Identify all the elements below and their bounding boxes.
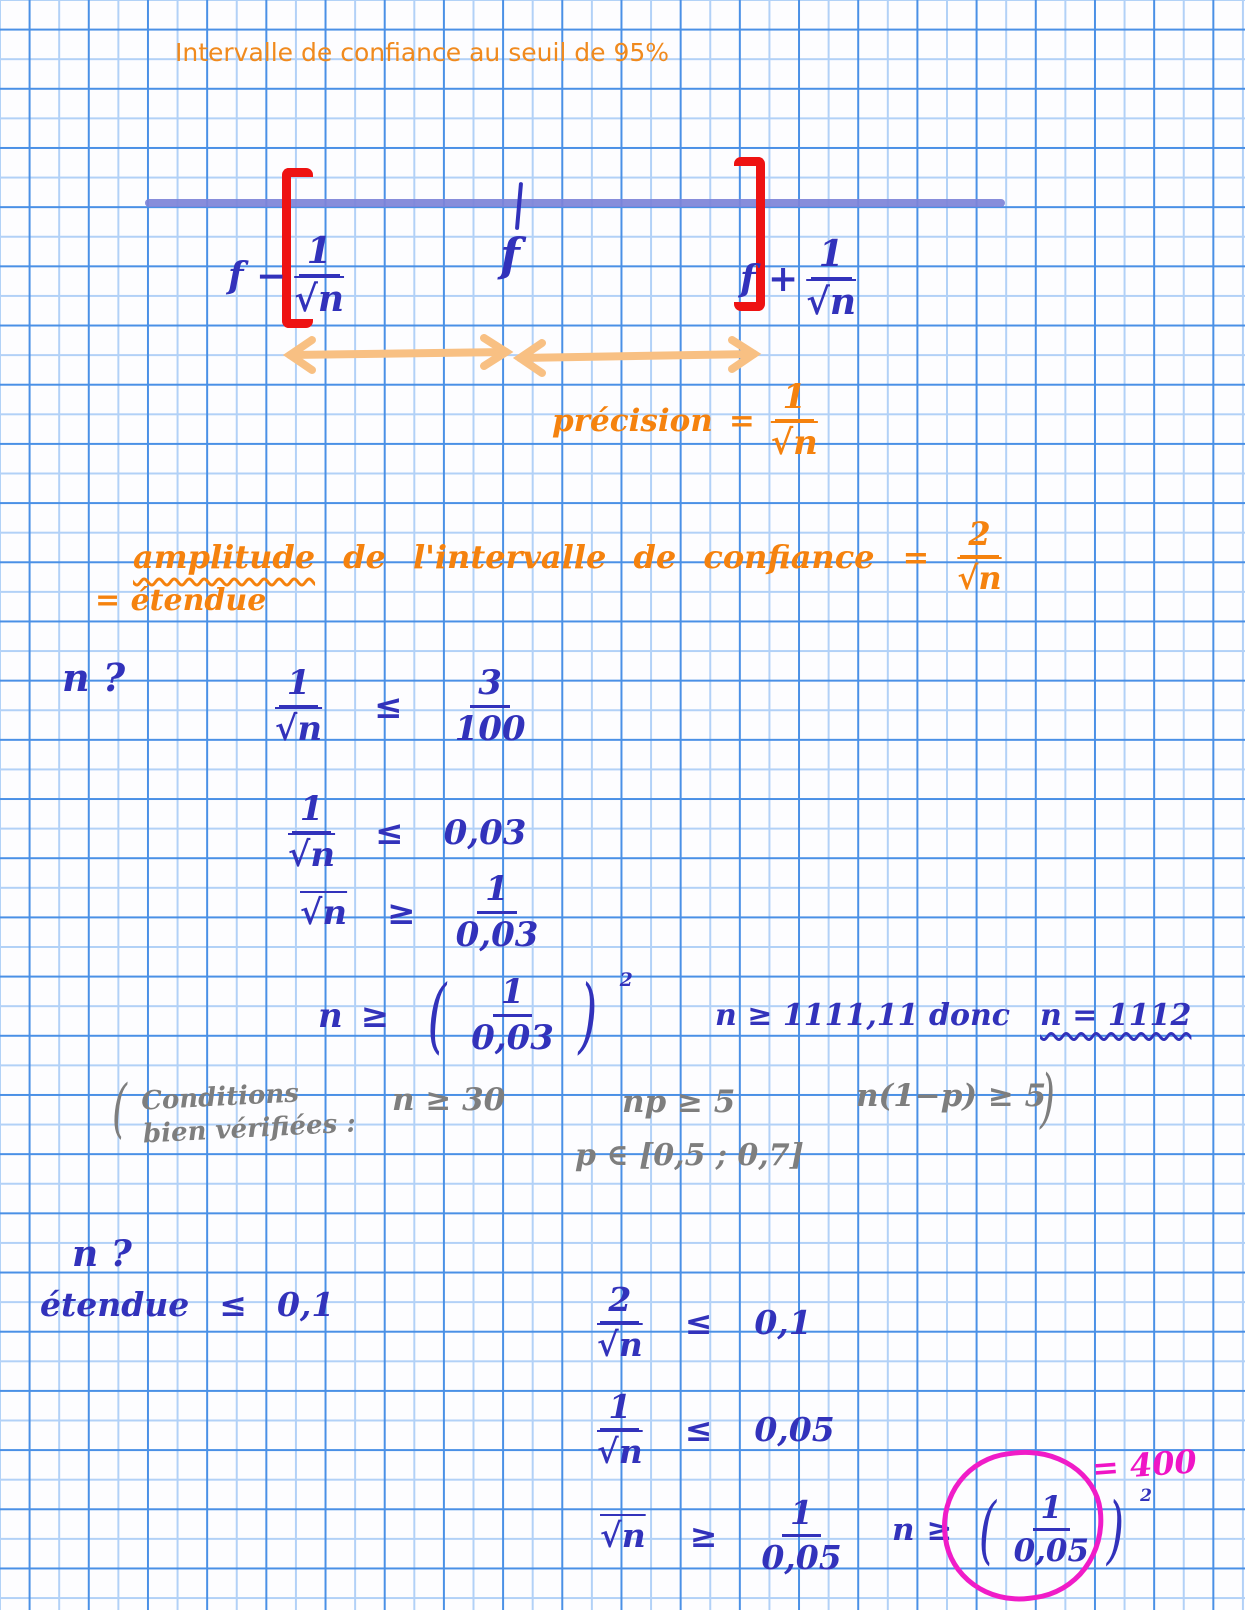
close-paren: )	[1106, 1485, 1125, 1573]
fraction-numerator: 1	[811, 236, 852, 280]
result-2: = 400	[1090, 1442, 1198, 1488]
lhs-fraction	[597, 1280, 643, 1364]
lhs-fraction	[275, 663, 323, 749]
step-2-3	[600, 1493, 842, 1577]
step-2-2	[597, 1387, 835, 1471]
fraction-denominator: 0,03	[455, 914, 539, 955]
rhs-value: 0,03	[443, 812, 527, 853]
fraction-numerator: 3	[470, 666, 510, 708]
step-2-1	[597, 1280, 812, 1364]
question-n-1: n ?	[62, 655, 126, 700]
highlight-circle	[933, 1441, 1112, 1610]
fraction-numerator: 2	[960, 518, 998, 558]
lhs-sqrt: √n	[300, 892, 348, 933]
amplitude-fraction	[957, 515, 1002, 597]
step-1-2	[288, 789, 527, 875]
fraction-denominator: 100	[454, 708, 526, 749]
left-bound-prefix: f −	[228, 254, 287, 297]
conditions-label	[140, 1074, 356, 1150]
amplitude-word: amplitude	[133, 537, 316, 576]
step-1-4	[318, 968, 633, 1064]
condition-3: n(1−p) ≥ 5	[856, 1078, 1047, 1114]
inequality-operator: ≤	[684, 1410, 713, 1450]
close-paren: )	[578, 968, 598, 1064]
fraction-denominator: √n	[597, 1324, 643, 1364]
fraction-denominator: √n	[288, 834, 336, 875]
open-paren: (	[427, 968, 447, 1064]
condition-2: np ≥ 5	[622, 1084, 736, 1120]
fraction-denominator: √n	[957, 558, 1002, 597]
amplitude-alias: = étendue	[95, 583, 267, 618]
equals-sign: =	[902, 537, 930, 576]
rhs-fraction	[454, 663, 526, 749]
result-text: n ≥ 1111,11 donc	[715, 998, 1011, 1033]
right-bound-prefix: f +	[740, 257, 799, 300]
conditions-line1: Conditions	[140, 1078, 300, 1117]
rhs-fraction	[761, 1493, 842, 1577]
label-center-f: f	[500, 228, 520, 282]
fraction-denominator: 0,03	[471, 1017, 554, 1058]
lhs-fraction	[597, 1387, 643, 1471]
rhs-fraction	[455, 869, 539, 955]
conditions-line2: bien vérifiées :	[142, 1107, 357, 1150]
conditions-close-paren: )	[1040, 1062, 1055, 1136]
fraction-numerator: 1	[782, 1496, 821, 1537]
condition-1: n ≥ 30	[392, 1082, 506, 1118]
step-1-3	[300, 869, 539, 955]
precision-formula	[552, 377, 818, 463]
fraction-denominator: √n	[597, 1431, 643, 1471]
inequality-operator: ≥	[926, 1511, 953, 1548]
inequality-operator: ≥	[387, 892, 416, 933]
inequality-operator: ≤	[684, 1303, 713, 1343]
inequality-operator: ≥	[360, 995, 390, 1036]
label-right-bound	[740, 233, 857, 323]
exponent: 2	[619, 969, 633, 991]
fraction-numerator: 2	[600, 1283, 639, 1324]
question-n-2: n ?	[72, 1233, 132, 1275]
lhs-word: étendue	[40, 1285, 190, 1324]
fraction-numerator: 1	[775, 380, 815, 422]
fraction-denominator: 0,05	[1013, 1532, 1090, 1569]
fraction-numerator: 1	[493, 975, 533, 1017]
lhs-fraction	[288, 789, 336, 875]
rhs-value: 0,1	[276, 1285, 335, 1324]
inequality-operator: ≤	[375, 812, 404, 853]
premise-2	[40, 1285, 334, 1324]
fraction-numerator: 1	[1033, 1492, 1071, 1531]
equals-sign: =	[728, 402, 755, 439]
precision-fraction	[770, 377, 818, 463]
fraction-denominator: 0,05	[761, 1537, 842, 1577]
page-title: Intervalle de confiance au seuil de 95%	[175, 38, 670, 67]
fraction-denominator: √n	[294, 277, 345, 320]
rhs-value: 0,1	[754, 1303, 812, 1343]
fraction-numerator: 1	[292, 792, 332, 834]
fraction-denominator: √n	[275, 708, 323, 749]
paren-fraction	[471, 972, 554, 1058]
rhs-value: 0,05	[754, 1410, 835, 1450]
number-line	[145, 199, 1005, 207]
exponent: 2	[1140, 1486, 1152, 1506]
lhs-sqrt: √n	[600, 1516, 646, 1556]
fraction-numerator: 1	[477, 872, 517, 914]
inequality-operator: ≥	[689, 1516, 718, 1556]
fraction-numerator: 1	[299, 233, 340, 277]
conditions-open-paren: (	[112, 1072, 127, 1146]
result-final: n = 1112	[1040, 998, 1192, 1033]
label-left-bound	[228, 230, 345, 320]
fraction-numerator: 1	[600, 1390, 639, 1431]
right-bound-fraction	[806, 233, 857, 323]
left-bound-fraction	[294, 230, 345, 320]
p-range: p ∈ [0,5 ; 0,7]	[575, 1138, 804, 1173]
precision-arrows	[278, 332, 768, 378]
amplitude-rest: de l'intervalle de confiance	[343, 537, 875, 576]
precision-label: précision	[552, 402, 713, 439]
step-1-1	[275, 663, 526, 749]
fraction-numerator: 1	[279, 666, 319, 708]
result-1	[715, 998, 1191, 1033]
inequality-operator: ≤	[374, 686, 403, 727]
lhs-variable: n	[892, 1511, 915, 1548]
lhs-variable: n	[318, 995, 343, 1036]
fraction-denominator: √n	[806, 280, 857, 323]
inequality-operator: ≤	[219, 1285, 247, 1324]
open-paren: (	[978, 1485, 996, 1573]
fraction-denominator: √n	[770, 422, 818, 463]
